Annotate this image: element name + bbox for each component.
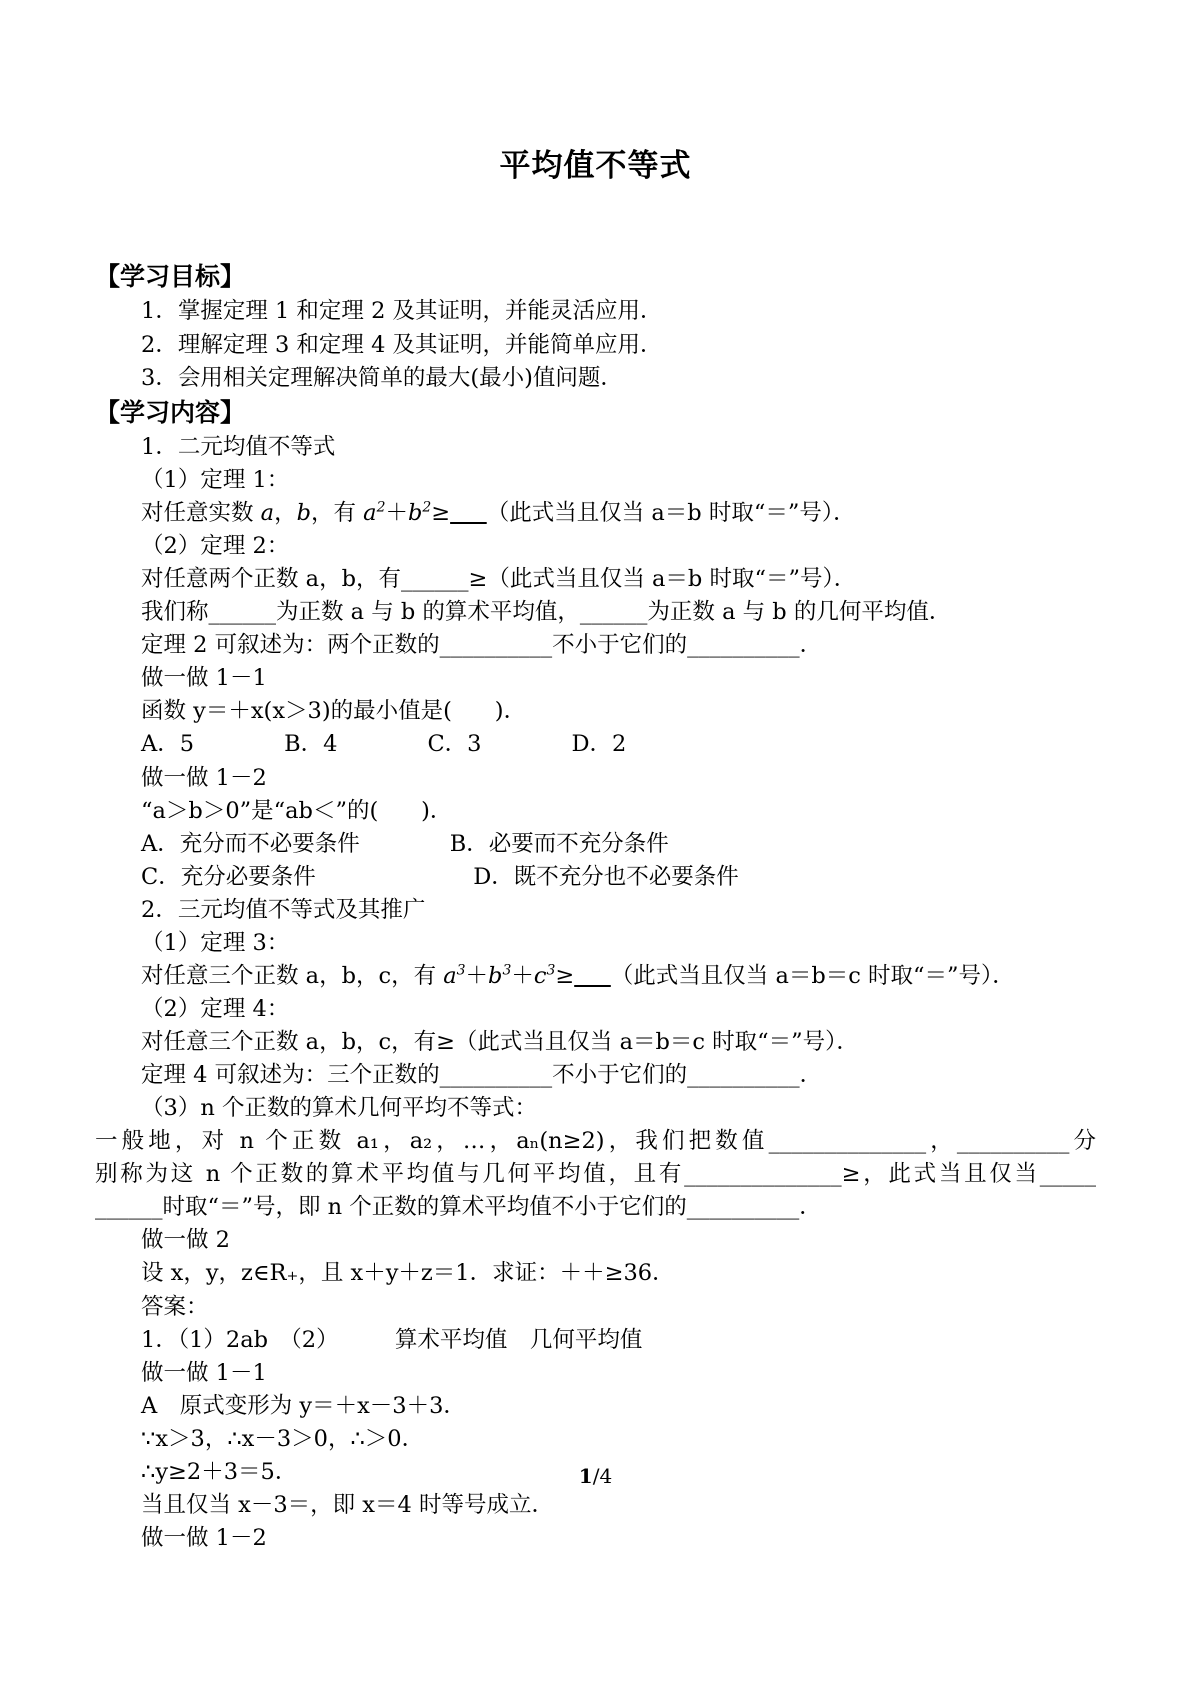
learning-content-heading: 【学习内容】	[95, 397, 246, 427]
answers-section	[95, 1291, 1096, 1556]
theorem-1-mid: ，有	[311, 500, 364, 526]
n-mean-general-line-2: 别称为这 n 个正数的算术平均值与几何平均值，且有______________≥，此式当且仅当_____	[95, 1161, 1096, 1188]
theorem-2-statement: 对任意两个正数 a，b，有______≥（此式当且仅当 a＝b 时取“＝”号）．	[141, 566, 857, 593]
answer-exercise-1-1-step-2: ∴y≥2＋3＝5．	[141, 1458, 298, 1485]
n-mean-inequality-label: （3）n 个正数的算术几何平均不等式：	[141, 1095, 537, 1122]
learning-content-section	[95, 395, 1096, 1291]
exercise-1-2-question: “a＞b＞0”是“ab＜”的( )．	[141, 797, 453, 824]
page-footer	[0, 1464, 1191, 1488]
exercise-1-2-options-row-2	[95, 861, 1096, 894]
mean-naming-line: 我们称______为正数 a 与 b 的算术平均值，______为正数 a 与 b 的几何平均值．	[141, 599, 952, 626]
answer-exercise-1-1-solution: A 原式变形为 y＝＋x－3＋3．	[141, 1392, 466, 1419]
theorem-4-restatement: 定理 4 可叙述为：三个正数的__________不小于它们的__________．	[141, 1062, 823, 1089]
exercise-1-2-options-row-1	[95, 828, 1096, 861]
theorem-1-tail: （此式当且仅当 a＝b 时取“＝”号）．	[486, 500, 856, 526]
n-mean-general-line-3: ______时取“＝”号，即 n 个正数的算术平均值不小于它们的__________．	[95, 1194, 822, 1221]
n-mean-general-line-1: 一般地，对 n 个正数 a₁，a₂，…，aₙ(n≥2)，我们把数值______________，__________分	[95, 1128, 1096, 1155]
page-number-current: 1	[578, 1464, 593, 1488]
subsection-2-title: 2．三元均值不等式及其推广	[141, 896, 426, 923]
objective-item-1: 1．掌握定理 1 和定理 2 及其证明，并能灵活应用．	[141, 298, 663, 325]
theorem-1-statement: 对任意实数 a，b，有 $a^2+b^2\ge$ （此式当且仅当 a＝b 时取“＝”号）．	[141, 499, 856, 526]
learning-objectives-heading: 【学习目标】	[95, 262, 246, 292]
answer-exercise-1-1-step-1: ∵x＞3，∴x－3＞0，∴＞0．	[141, 1425, 425, 1452]
option-d[interactable]: D．2	[571, 731, 627, 758]
exercise-1-1-options	[95, 728, 1096, 761]
answers-heading: 答案：	[141, 1293, 209, 1320]
learning-objectives-section	[95, 259, 1096, 394]
theorem-3-prefix: 对任意三个正数 a，b，c，有	[141, 962, 444, 989]
page-title: 平均值不等式	[499, 148, 692, 184]
option-a[interactable]: A．5	[141, 731, 195, 758]
answer-exercise-1-1-step-3: 当且仅当 x－3＝，即 x＝4 时等号成立．	[141, 1491, 554, 1518]
theorem-4-label: （2）定理 4：	[141, 995, 290, 1022]
theorem-2-label: （2）定理 2：	[141, 533, 290, 560]
option-c[interactable]: C．充分必要条件	[141, 863, 316, 890]
theorem-3-tail: （此式当且仅当 a＝b＝c 时取“＝”号）．	[610, 962, 1015, 989]
theorem-3-statement: 对任意三个正数 a，b，c，有 $a^3+b^3+c^3\ge$ （此式当且仅当 a＝b＝c 时取“＝”号）．	[141, 962, 1015, 989]
exercise-1-2-label: 做一做 1－2	[141, 764, 267, 791]
objective-item-3: 3．会用相关定理解决简单的最大(最小)值问题．	[141, 364, 623, 391]
option-a[interactable]: A．充分而不必要条件	[141, 830, 360, 857]
answer-line-1: 1．（1）2ab （2） 算术平均值 几何平均值	[141, 1326, 643, 1353]
option-c[interactable]: C．3	[427, 731, 482, 758]
theorem-4-statement: 对任意三个正数 a，b，c，有≥（此式当且仅当 a＝b＝c 时取“＝”号）．	[141, 1029, 859, 1055]
subsection-1-title: 1．二元均值不等式	[141, 433, 336, 460]
option-b[interactable]: B．必要而不充分条件	[449, 830, 669, 857]
option-b[interactable]: B．4	[284, 731, 338, 758]
exercise-1-1-label: 做一做 1－1	[141, 665, 267, 692]
page-number-separator: /	[592, 1464, 600, 1488]
theorem-3-label: （1）定理 3：	[141, 929, 290, 956]
exercise-1-1-question: 函数 y＝＋x(x＞3)的最小值是( )．	[141, 698, 527, 725]
page-number-total: 4	[599, 1464, 613, 1488]
exercise-2-label: 做一做 2	[141, 1227, 230, 1254]
objective-item-2: 2．理解定理 3 和定理 4 及其证明，并能简单应用．	[141, 331, 663, 358]
theorem-1-label: （1）定理 1：	[141, 466, 290, 493]
option-d[interactable]: D．既不充分也不必要条件	[473, 863, 739, 890]
answer-exercise-1-2-label: 做一做 1－2	[141, 1524, 267, 1551]
exercise-2-question: 设 x，y，z∈R₊，且 x＋y＋z＝1．求证：＋＋≥36．	[141, 1260, 675, 1287]
theorem-2-restatement: 定理 2 可叙述为：两个正数的__________不小于它们的__________．	[141, 632, 823, 659]
theorem-1-prefix: 对任意实数	[141, 500, 261, 526]
answer-exercise-1-1-label: 做一做 1－1	[141, 1359, 267, 1386]
